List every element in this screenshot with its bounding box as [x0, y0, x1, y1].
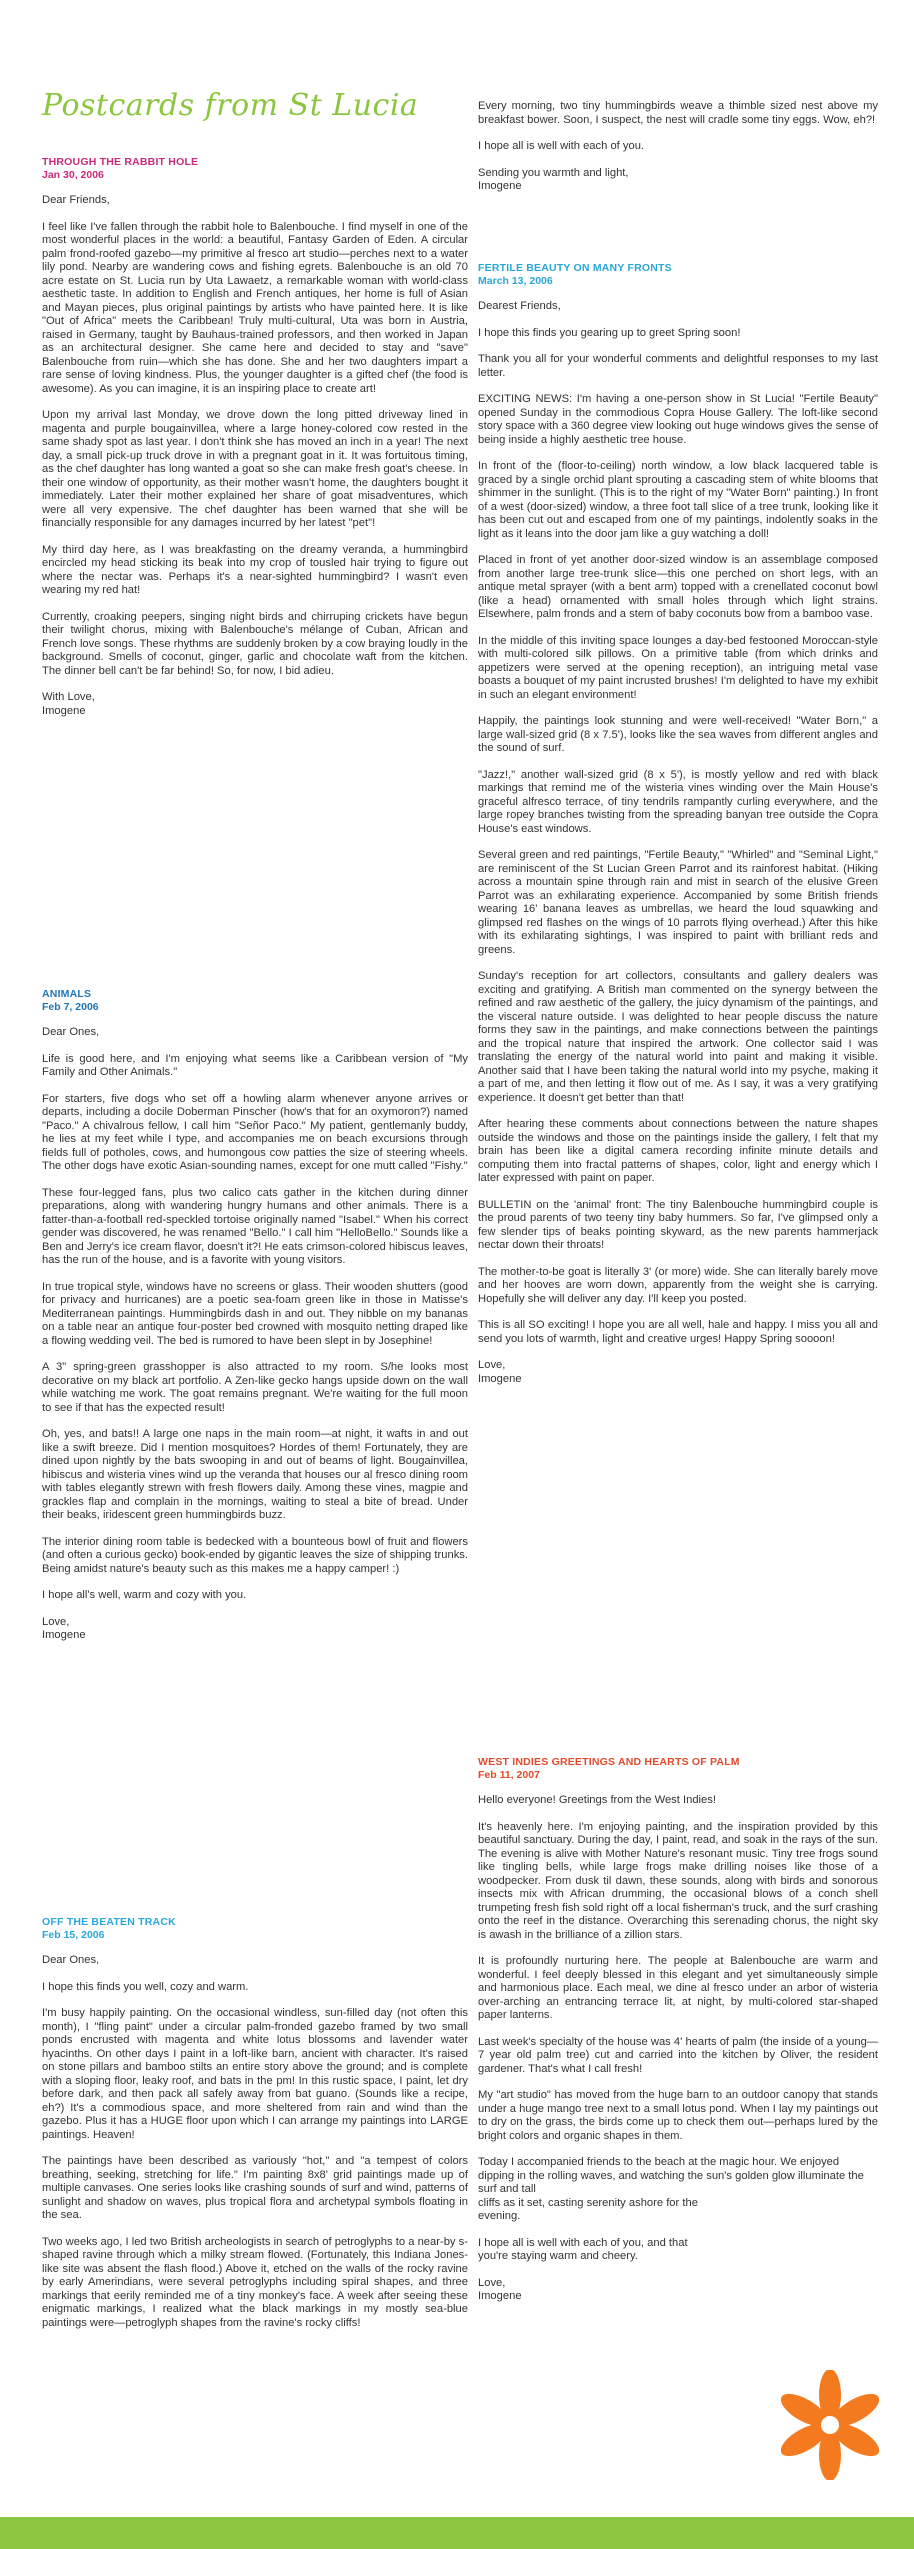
letter-paragraph: Two weeks ago, I led two British archeologists in search of petroglyphs to a near-by s-shaped ravine through which a milky stream flowed. (Fortunately, this Indiana Jones-like site was absent the flash flood.) Above it, etched on the walls of the rocky ravine by early Amerindians, were several petroglyphs including spiral shapes, and three markings that eerily reminded me of a tiny monkey's face. A week after seeing these enigmatic markings, I realized what the black markings in my mostly sea-blue paintings were—petroglyph shapes from the ravine's rocky cliffs!	[42, 2235, 468, 2329]
letter-signoff: Sending you warmth and light, Imogene	[478, 166, 629, 192]
letter-paragraph: Every morning, two tiny hummingbirds weave a thimble sized nest above my breakfast bower. Soon, I suspect, the nest will cradle some tiny eggs. Wow, eh?!	[478, 100, 878, 126]
letter-paragraph: "Jazz!," another wall-sized grid (8 x 5'), is mostly yellow and red with black markings that remind me of the wisteria vines winding over the Main House's graceful alfresco terrace, of tiny tendrils rampantly curling everywhere, and the large ropey branches twisting from the spreading banyan tree outside the Copra House's east windows.	[478, 768, 878, 835]
letter-paragraph: The mother-to-be goat is literally 3' (or more) wide. She can literally barely move and her hooves are worn down, apparently from the weight she is carrying. Hopefully she will deliver any day. I'll keep you posted.	[478, 1265, 878, 1305]
footer-bar	[0, 2517, 914, 2549]
letter-heading: OFF THE BEATEN TRACK	[42, 1916, 176, 1928]
letter-paragraph: Several green and red paintings, "Fertile Beauty," "Whirled" and "Seminal Light," are reminiscent of the St Lucian Green Parrot and its rainforest habitat. (Hiking across a mountain spine through rain and mist in search of the elusive Green Parrot was an exhilarating experience. Accompanied by some British friends wearing 16' banana leaves as umbrellas, we heard the loud squawking and glimpsed red flashes on the wings of 10 parrots flying overhead.) After this hike with its exhilarating sightings, I was inspired to paint with brilliant reds and greens.	[478, 849, 878, 956]
letter-date: Feb 7, 2006	[42, 1001, 99, 1013]
letter-paragraph: Hello everyone! Greetings from the West Indies!	[478, 1794, 716, 1806]
letter-paragraph: It is profoundly nurturing here. The people at Balenbouche are warm and wonderful. I feel deeply blessed in this elegant and yet simultaneously simple and harmonious place. Each meal, we dine al fresco under an arbor of wisteria over-arching an entrancing terrace lit, at night, by multi-colored star-shaped paper lanterns.	[478, 1955, 878, 2021]
letter-paragraph: For starters, five dogs who set off a howling alarm whenever anyone arrives or departs, including a docile Doberman Pinscher (how's that for an oxymoron?) named "Paco." A chivalrous fellow, I call him "Señor Paco." My patient, gentlemanly buddy, he lies at my feet while I type, and accompanies me on beach excursions through fields full of potholes, cows, and humongous cow patties the size of steering wheels. The other dogs have exotic Asian-sounding names, except for one mutt called "Fishy."	[42, 1092, 468, 1172]
letter-paragraph: Upon my arrival last Monday, we drove down the long pitted driveway lined in magenta and purple bougainvillea, where a large honey-colored cow rested in the same shady spot as last year. I don't think she has moved an inch in a year! The next day, a small pick-up truck drove in with a pregnant goat in it. It was fortuitous timing, as the chef daughter has long wanted a goat so she can make fresh goat's cheese. In their one window of opportunity, as their mother wasn't home, the daughters bought it immediately. Later their mother explained her share of goat misadventures, which were all very expensive. The chef daughter has been warned that she will be financially responsible for any damages incurred by her latest "pet"!	[42, 409, 468, 529]
letter-signoff: Love, Imogene	[478, 1359, 522, 1385]
letter-paragraph: This is all SO exciting! I hope you are all well, hale and happy. I miss you all and send you lots of warmth, light and creative urges! Happy Spring soooon!	[478, 1319, 878, 1345]
letter-paragraph: The paintings have been described as variously "hot," and "a tempest of colors breathing, seeking, stretching for life." I'm painting 8x8' grid paintings made up of multiple canvases. One series looks like crashing sounds of surf and wind, patterns of sunlight and shadow on waves, plus tropical flora and archetypal symbols floating in the sea.	[42, 2155, 468, 2221]
letter-paragraph: Thank you all for your wonderful comments and delightful responses to my last letter.	[478, 353, 878, 379]
letter-paragraph: I feel like I've fallen through the rabbit hole to Balenbouche. I find myself in one of the most wonderful places in the world: a beautiful, Fantasy Garden of Eden. A circular palm frond-roofed gazebo—my primitive al fresco art studio—perches next to a water lily pond. Nearby are wandering cows and fishing egrets. Balenbouche is an old 70 acre estate on St. Lucia run by Uta Lawaetz, a remarkable woman with world-class aesthetic taste. In addition to English and French antiques, her home is full of Asian and Mayan pieces, plus original paintings by artists who have painted here. It is like "Out of Africa" meets the Caribbean! Truly multi-cultural, Uta was born in Austria, raised in Germany, taught by Bauhaus-trained professors, and then worked in Japan as an architectural designer. She came here and decided to stay and "save" Balenbouche from ruin—which she has done. She and her two daughters impart a rare sense of loving kindness. Plus, the younger daughter is a gifted chef (the food is awesome). As you can imagine, it is an inspiring place to create art!	[42, 220, 468, 395]
letter-paragraph: My "art studio" has moved from the huge barn to an outdoor canopy that stands under a huge mango tree next to a small lotus pond. When I lay my paintings out to dry on the grass, the birds come up to check them out—perhaps lured by the bright colors and organic shapes in them.	[478, 2089, 878, 2142]
letter-fertile-beauty	[478, 262, 878, 1399]
letter-paragraph: My third day here, as I was breakfasting on the dreamy veranda, a hummingbird encircled my head sticking its beak into my crop of tousled hair trying to figure out where the nectar was. Perhaps it's a near-sighted hummingbird? I wasn't even wearing my red hat!	[42, 543, 468, 596]
letter-paragraph: Oh, yes, and bats!! A large one naps in the main room—at night, it wafts in and out like a swift breeze. Did I mention mosquitoes? Hordes of them! Fortunately, they are dined upon nightly by the bats swooping in and out of beams of light. Bougainvillea, hibiscus and wisteria vines wind up the veranda that houses our al fresco dining room with tables elegantly strewn with fresh flowers daily. Among these vines, magpie and grackles flap and complain in the mornings, waiting to steal a bite of bread. Under their beaks, iridescent green hummingbirds buzz.	[42, 1428, 468, 1521]
letter-paragraph: In true tropical style, windows have no screens or glass. Their wooden shutters (good for privacy and hurricanes) are a poetic sea-foam green like in those in Matisse's Mediterranean paintings. Hummingbirds dash in and out. They nibble on my bananas on a table near an antique four-poster bed crowned with mosquito netting draped like a flowing wedding veil. The bed is rumored to have been slept in by Josephine!	[42, 1280, 468, 1347]
letter-signoff: Love, Imogene	[42, 1615, 86, 1641]
letter-date: Feb 11, 2007	[478, 1769, 540, 1781]
letter-paragraph: Dear Ones,	[42, 1026, 100, 1038]
letter-heading: WEST INDIES GREETINGS AND HEARTS OF PALM	[478, 1756, 740, 1768]
letter-paragraph: The interior dining room table is bedecked with a bounteous bowl of fruit and flowers (and often a curious gecko) book-ended by gigantic leaves the size of shipping trunks. Being amidst nature's beauty such as this makes me a happy camper! :)	[42, 1535, 468, 1575]
letter-paragraph: A 3" spring-green grasshopper is also attracted to my room. S/he looks most decorative on my black art portfolio. A Zen-like gecko hangs upside down on the wall while watching me work. The goat remains pregnant. We're waiting for the full moon to see if that has the expected result!	[42, 1361, 468, 1414]
letter-heading: THROUGH THE RABBIT HOLE	[42, 156, 199, 168]
letter-paragraph: Happily, the paintings look stunning and were well-received! "Water Born," a large wall-sized grid (8 x 7.5'), looks like the sea waves from different angles and the sound of surf.	[478, 715, 878, 754]
letter-continued	[478, 100, 878, 207]
letter-west-indies	[478, 1756, 878, 2317]
page-title: Postcards from St Lucia	[42, 88, 419, 123]
letter-paragraph: These four-legged fans, plus two calico cats gather in the kitchen during dinner preparations, along with wandering hungry humans and other animals. There is a fatter-than-a-football red-speckled tortoise originally named "Isabel." When his correct gender was discovered, he was renamed "Bello." I call him "HelloBello." Sounds like a Ben and Jerry's ice cream flavor, doesn't it?! He eats crimson-colored hibiscus leaves, has the run of the house, and is a favorite with young visitors.	[42, 1186, 468, 1266]
letter-paragraph: Currently, croaking peepers, singing night birds and chirruping crickets have begun their twilight chorus, mixing with Balenbouche's mélange of Cuban, African and French love songs. These rhythms are suddenly broken by a cow braying loudly in the background. Smells of coconut, ginger, garlic and chocolate waft from the kitchen. The dinner bell can't be far behind! So, for now, I bid adieu.	[42, 610, 468, 677]
letter-paragraph: Today I accompanied friends to the beach at the magic hour. We enjoyed dipping in the rolling waves, and watching the sun's golden glow illuminate the surf and tall cliffs as it set, casting serenity ashore for the evening.	[478, 2156, 864, 2222]
letter-paragraph: I hope all's well, warm and cozy with you.	[42, 1589, 247, 1601]
letter-paragraph: I hope all is well with each of you.	[478, 140, 645, 152]
letter-heading: ANIMALS	[42, 988, 92, 1000]
letter-paragraph: It's heavenly here. I'm enjoying painting, and the inspiration provided by this beautiful sanctuary. During the day, I paint, read, and soak in the rays of the sun. The evening is alive with Mother Nature's resonant music. Tiny tree frogs sound like tingling bells, while large frogs make drilling noises like those of a woodpecker. From dusk til dawn, these sounds, along with birds and sonorous insects mix with African drumming, the occasional blows of a conch shell trumpeting fresh fish sold right off a local fisherman's truck, and the surf crashing onto the reef in the distance. Overarching this serenading chorus, the night sky is awash in the brilliance of a zillion stars.	[478, 1820, 878, 1941]
letter-signoff: With Love, Imogene	[42, 691, 95, 717]
letter-paragraph: After hearing these comments about connections between the nature shapes outside the windows and those on the paintings inside the gallery, I felt that my brain has been like a digital camera recording infinite minute details and computing them into fractal patterns of shapes, color, light and energy which I later expressed with paint on paper.	[478, 1118, 878, 1184]
letter-paragraph: Dear Friends,	[42, 194, 110, 206]
letter-paragraph: EXCITING NEWS: I'm having a one-person show in St Lucia! "Fertile Beauty" opened Sunday in the commodious Copra House Gallery. The loft-like second story space with a 360 degree view looking out huge windows gives the sense of being inside a highly aesthetic tree house.	[478, 393, 878, 446]
letter-signoff: Love, Imogene	[478, 2276, 522, 2302]
letter-animals	[42, 988, 468, 1656]
letter-paragraph: Dearest Friends,	[478, 300, 561, 312]
letter-date: March 13, 2006	[478, 275, 553, 287]
letter-paragraph: I hope this finds you gearing up to greet Spring soon!	[478, 326, 741, 339]
letter-paragraph: I'm busy happily painting. On the occasional windless, sun-filled day (not often this month), I "fling paint" under a circular palm-fronded gazebo framed by two small ponds encrusted with magenta and white lotus blossoms and lavender water hyacinths. On other days I paint in a loft-like barn, ancient with character. It's raised on stone pillars and bamboo stilts an entire story above the ground; and is complete with a sloping floor, leaky roof, and bats in the pm! In this rustic space, I paint, let dry before dark, and then pack all safely away from bat guano. (Sounds like a recipe, eh?) It's a commodious space, and more sheltered from rain and wind than the gazebo. Plus it has a HUGE floor upon which I can arrange my paintings into LARGE paintings. Heaven!	[42, 2007, 468, 2141]
letter-paragraph: Last week's specialty of the house was 4' hearts of palm (the inside of a young—7 year old palm tree) cut and carried into the kitchen by Oliver, the resident gardener. That's what I call fresh!	[478, 2035, 878, 2075]
letter-paragraph: BULLETIN on the 'animal' front: The tiny Balenbouche hummingbird couple is the proud parents of two teeny tiny baby hummers. So far, I've glimpsed only a few slender tips of beaks pointing skyward, as the new parents hammerjack nectar down their throats!	[478, 1198, 878, 1251]
letter-paragraph: I hope this finds you well, cozy and warm.	[42, 1980, 249, 1993]
letter-beaten-track	[42, 1916, 468, 2343]
letter-paragraph: Dear Ones,	[42, 1954, 100, 1966]
letter-date: Feb 15, 2006	[42, 1929, 105, 1941]
letter-paragraph: Sunday's reception for art collectors, consultants and gallery dealers was exciting and gratifying. A British man commented on the synergy between the refined and raw aesthetic of the gallery, the juicy dynamism of the paintings, and the visceral nature outside. I was delighted to hear people discuss the nature forms they saw in the paintings, and make connections between the paintings and the tropical nature that inspired the artwork. One collector said I was translating the energy of the natural world into paint and making it visible. Another said that I have been taking the natural world into my psyche, making it a part of me, and then letting it flow out of me. As I say, it was a very gratifying experience. It doesn't get better than that!	[478, 970, 878, 1104]
letter-paragraph: In the middle of this inviting space lounges a day-bed festooned Moroccan-style with multi-colored silk pillows. On a primitive table (from which drinks and appetizers were served at the opening reception), an intriguing metal vase boasts a bouquet of my paint incrusted brushes! I'm delighted to have my exhibit in such an elegant environment!	[478, 634, 878, 701]
letter-date: Jan 30, 2006	[42, 169, 104, 181]
letter-rabbit-hole	[42, 156, 468, 731]
letter-paragraph: I hope all is well with each of you, and that you're staying warm and cheery.	[478, 2236, 688, 2262]
letter-paragraph: Placed in front of yet another door-sized window is an assemblage composed from another large tree-trunk slice—this one perched on short legs, with an antique metal sprayer (with a bent arm) topped with a crenellated coconut bowl (like a head) ornamented with small holes through which light strains. Elsewhere, palm fronds and a stem of baby coconuts bow from a bamboo vase.	[478, 554, 878, 620]
flower-icon	[775, 2370, 885, 2480]
letter-paragraph: In front of the (floor-to-ceiling) north window, a low black lacquered table is graced by a single orchid plant sprouting a cascading stem of white blooms that shimmer in the sunlight. (This is to the right of my "Water Born" painting.) In front of a west (door-sized) window, a three foot tall slice of a tree trunk, looking like it has been cut out and escaped from one of my paintings, indolently soaks in the light as it leans into the door jam like a guy watching a doll!	[478, 460, 878, 540]
letter-paragraph: Life is good here, and I'm enjoying what seems like a Caribbean version of "My Family and Other Animals."	[42, 1052, 468, 1078]
letter-heading: FERTILE BEAUTY ON MANY FRONTS	[478, 262, 672, 274]
